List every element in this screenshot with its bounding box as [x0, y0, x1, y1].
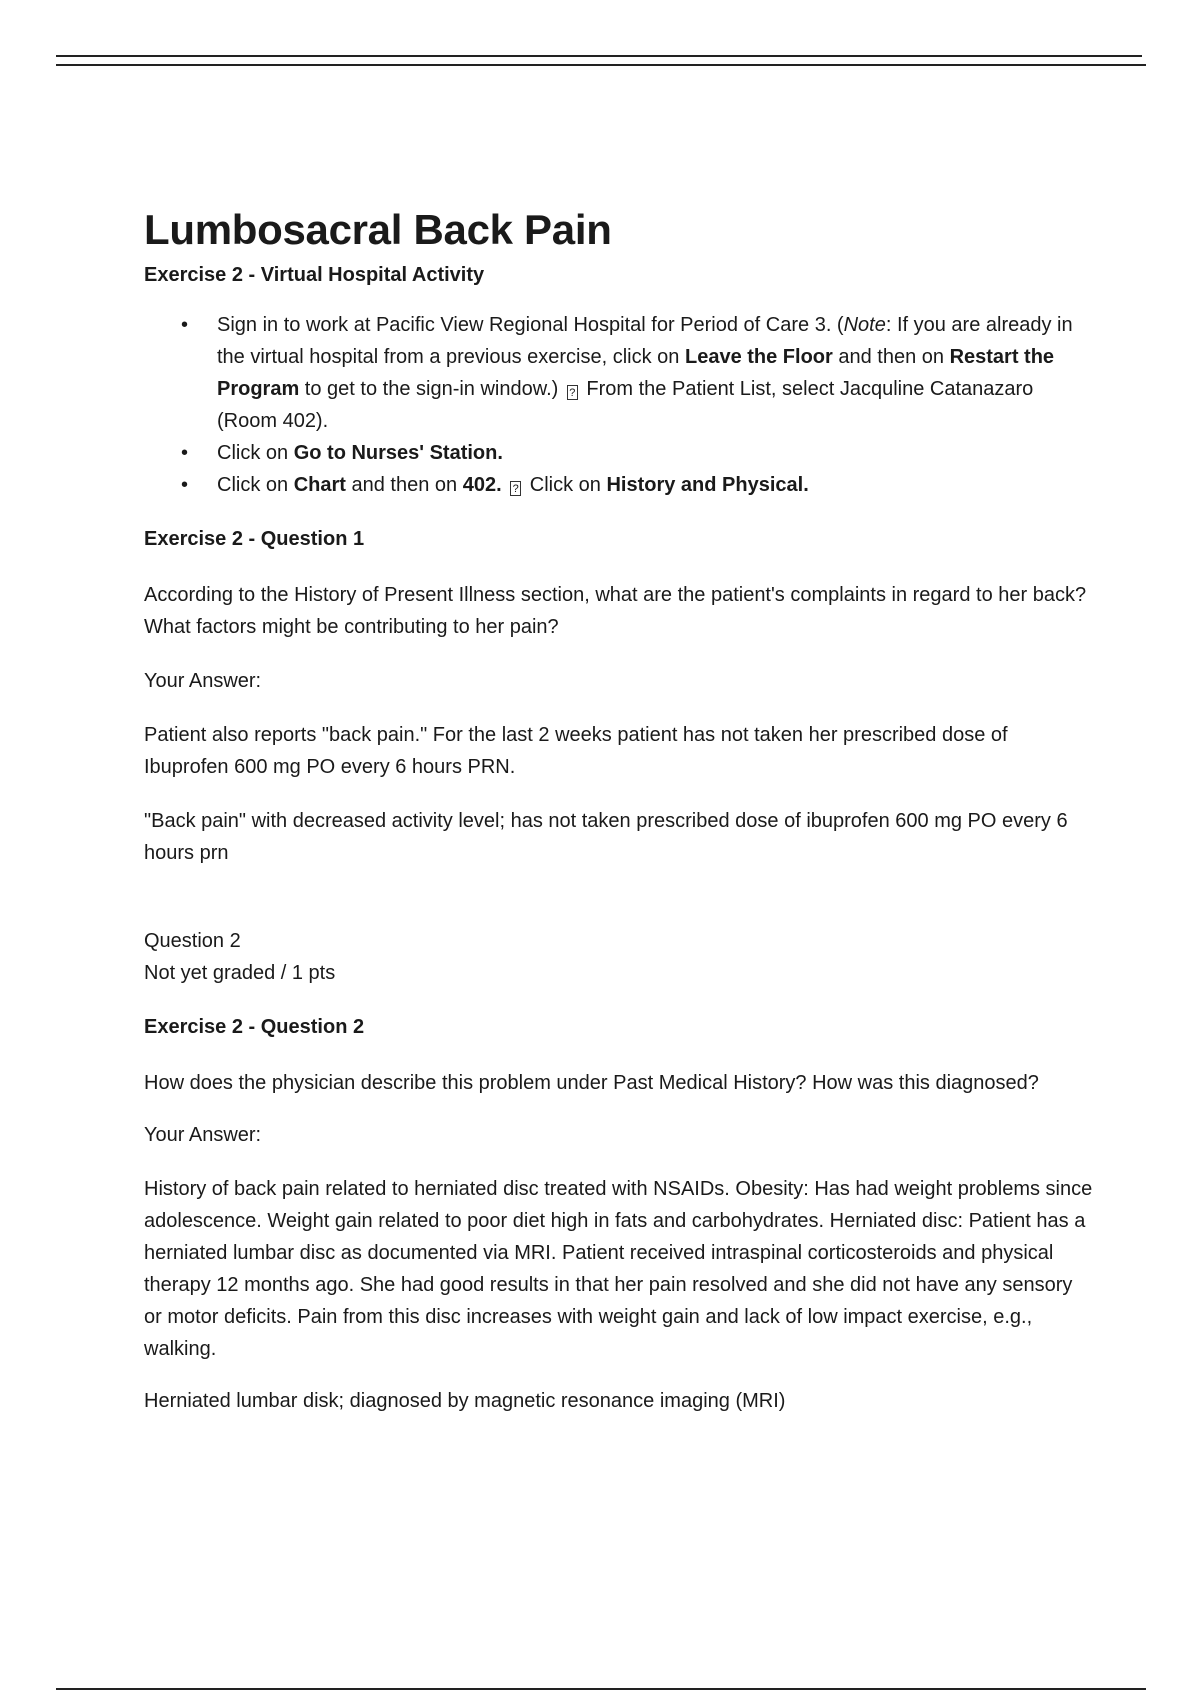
instruction-text: Click on [524, 474, 607, 496]
header-rule-lower [56, 64, 1146, 66]
instruction-text: From the Patient List, select Jacquline Catanazaro (Room 402). [217, 378, 1034, 432]
header-rule-upper [56, 55, 1142, 57]
restart-program-label: Restart the Program [217, 346, 1055, 400]
question-1-answer-label: Your Answer: [144, 670, 262, 692]
bullet-marker: • [181, 314, 189, 336]
instruction-item-3 [181, 469, 1094, 501]
question-1-prompt: According to the History of Present Illness section, what are the patient's complaints in regard to her back? What factors might be contributing to her pain? [144, 584, 1087, 638]
instruction-list [144, 309, 1094, 501]
instruction-text: to get to the sign-in window.) [299, 378, 564, 400]
room-label: 402. [462, 474, 502, 496]
question-2-heading: Exercise 2 - Question 2 [144, 1016, 365, 1038]
instruction-item-1 [181, 309, 1094, 437]
question-2-answer-label: Your Answer: [144, 1124, 262, 1146]
nurses-station-label: Go to Nurses' Station. [293, 442, 503, 464]
footer-rule [56, 1688, 1146, 1690]
document-body [144, 203, 1094, 1417]
exercise-subtitle: Exercise 2 - Virtual Hospital Activity [144, 264, 485, 286]
question-1-answer-summary: "Back pain" with decreased activity level; has not taken prescribed dose of ibuprofen 600 mg PO every 6 hours prn [144, 810, 1068, 864]
instruction-text: and then on [345, 474, 463, 496]
history-physical-label: History and Physical. [606, 474, 809, 496]
leave-floor-label: Leave the Floor [684, 346, 833, 368]
instruction-text: : If you are already in the virtual hospital from a previous exercise, click on [217, 314, 1073, 368]
question-2-prompt: How does the physician describe this problem under Past Medical History? How was this diagnosed? [144, 1072, 1039, 1094]
missing-glyph-icon: ? [567, 385, 578, 400]
instruction-item-2 [181, 437, 1094, 469]
question-2-answer-text: History of back pain related to herniated disc treated with NSAIDs. Obesity: Has had weight problems since adolescence. Weight gain related to poor diet high in fats and carbohydrates. Herniated disc: Patient has a herniated lumbar disc as documented via MRI. Patient received intraspinal corticosteroids and physical therapy 12 months ago. She had good results in that her pain resolved and she did not have any sensory or motor deficits. Pain from this disc increases with weight gain and lack of low impact exercise, e.g., walking. [144, 1178, 1093, 1360]
instruction-text: and then on [832, 346, 950, 368]
note-label: Note [843, 314, 886, 336]
instruction-text: Click on [217, 474, 294, 496]
question-1-heading: Exercise 2 - Question 1 [144, 528, 365, 550]
bullet-marker: • [181, 474, 189, 496]
instruction-text: Sign in to work at Pacific View Regional Hospital for Period of Care 3. ( [217, 314, 844, 336]
question-2-grade-status: Not yet graded / 1 pts [144, 962, 336, 984]
question-1-answer-text: Patient also reports "back pain." For the last 2 weeks patient has not taken her prescribed dose of Ibuprofen 600 mg PO every 6 hours PRN. [144, 724, 1008, 778]
missing-glyph-icon: ? [510, 481, 521, 496]
bullet-marker: • [181, 442, 189, 464]
instruction-text: Click on [217, 442, 294, 464]
question-2-label: Question 2 [144, 930, 241, 952]
page-title: Lumbosacral Back Pain [144, 206, 612, 253]
question-2-answer-summary: Herniated lumbar disk; diagnosed by magnetic resonance imaging (MRI) [144, 1390, 786, 1412]
chart-label: Chart [293, 474, 346, 496]
